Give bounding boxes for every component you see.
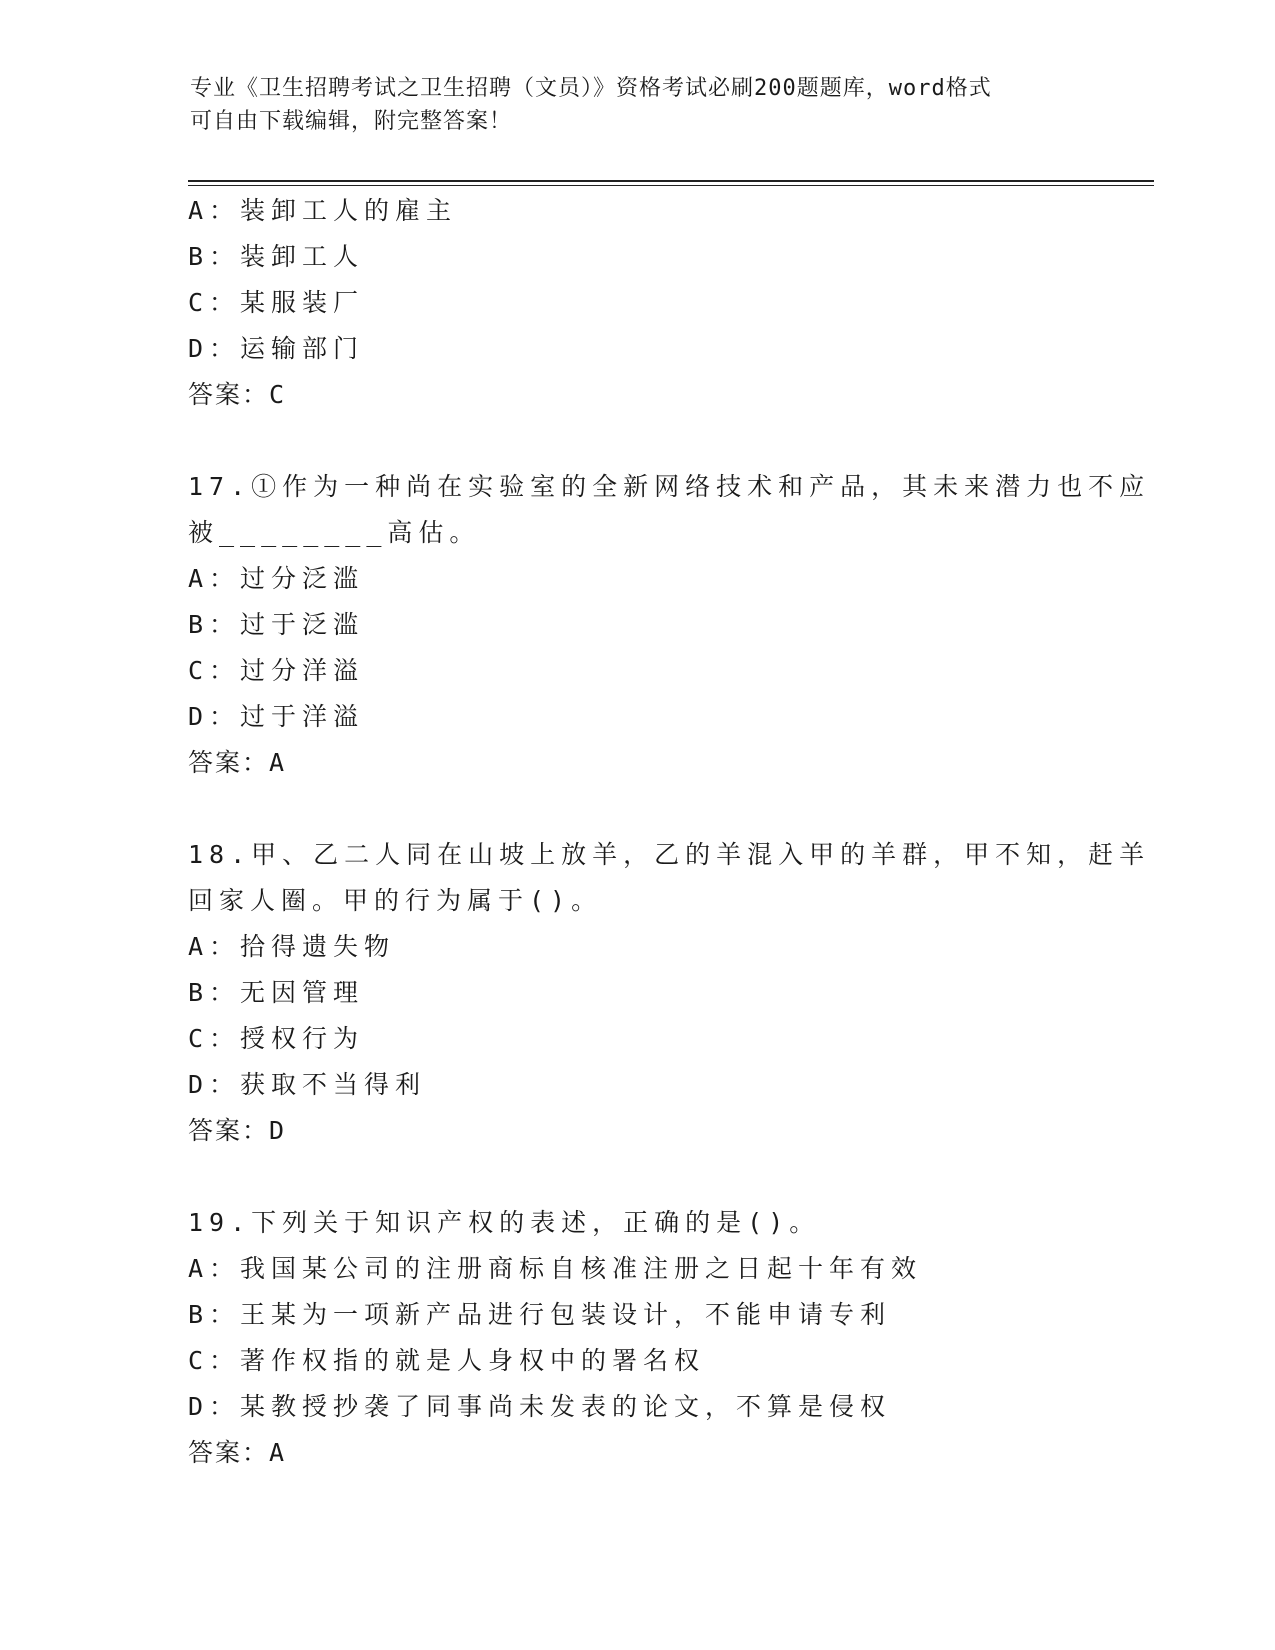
option-c: C：过分洋溢 — [188, 656, 365, 685]
question-block-18 — [188, 832, 1151, 1154]
answer-line: 答案：D — [188, 1116, 287, 1145]
option-b: B：无因管理 — [188, 978, 365, 1007]
question-list — [188, 188, 1151, 1476]
option-a: A：拾得遗失物 — [188, 932, 396, 961]
option-c: C：授权行为 — [188, 1024, 365, 1053]
option-a: A：装卸工人的雇主 — [188, 196, 458, 225]
option-c: C：某服装厂 — [188, 288, 365, 317]
answer-line: 答案：A — [188, 1438, 287, 1467]
option-d: D：运输部门 — [188, 334, 365, 363]
question-block-16 — [188, 188, 1128, 418]
header-divider-thin — [188, 185, 1154, 186]
answer-line: 答案：A — [188, 748, 287, 777]
option-d: D：某教授抄袭了同事尚未发表的论文，不算是侵权 — [188, 1392, 892, 1421]
option-d: D：过于洋溢 — [188, 702, 365, 731]
question-text-line-1: 19.下列关于知识产权的表述，正确的是()。 — [188, 1208, 821, 1237]
option-c: C：著作权指的就是人身权中的署名权 — [188, 1346, 706, 1375]
option-d: D：获取不当得利 — [188, 1070, 427, 1099]
answer-line: 答案：C — [188, 380, 287, 409]
question-text-line-1: 17.①作为一种尚在实验室的全新网络技术和产品，其未来潜力也不应 — [188, 472, 1151, 501]
document-header — [190, 72, 1090, 138]
question-text-line-2: 被________高估。 — [188, 518, 481, 547]
option-b: B：过于泛滥 — [188, 610, 365, 639]
option-b: B：装卸工人 — [188, 242, 365, 271]
question-text-line-1: 18.甲、乙二人同在山坡上放羊，乙的羊混入甲的羊群，甲不知，赶羊 — [188, 840, 1151, 869]
option-a: A：过分泛滥 — [188, 564, 365, 593]
header-title-line-1: 专业《卫生招聘考试之卫生招聘（文员）》资格考试必刷200题题库，word格式 — [190, 76, 992, 101]
option-b: B：王某为一项新产品进行包装设计，不能申请专利 — [188, 1300, 892, 1329]
header-divider-thick — [188, 180, 1154, 182]
question-text-line-2: 回家人圈。甲的行为属于()。 — [188, 886, 603, 915]
header-title-line-2: 可自由下载编辑，附完整答案！ — [190, 109, 513, 134]
question-block-19 — [188, 1200, 1128, 1476]
option-a: A：我国某公司的注册商标自核准注册之日起十年有效 — [188, 1254, 923, 1283]
question-block-17 — [188, 464, 1151, 786]
